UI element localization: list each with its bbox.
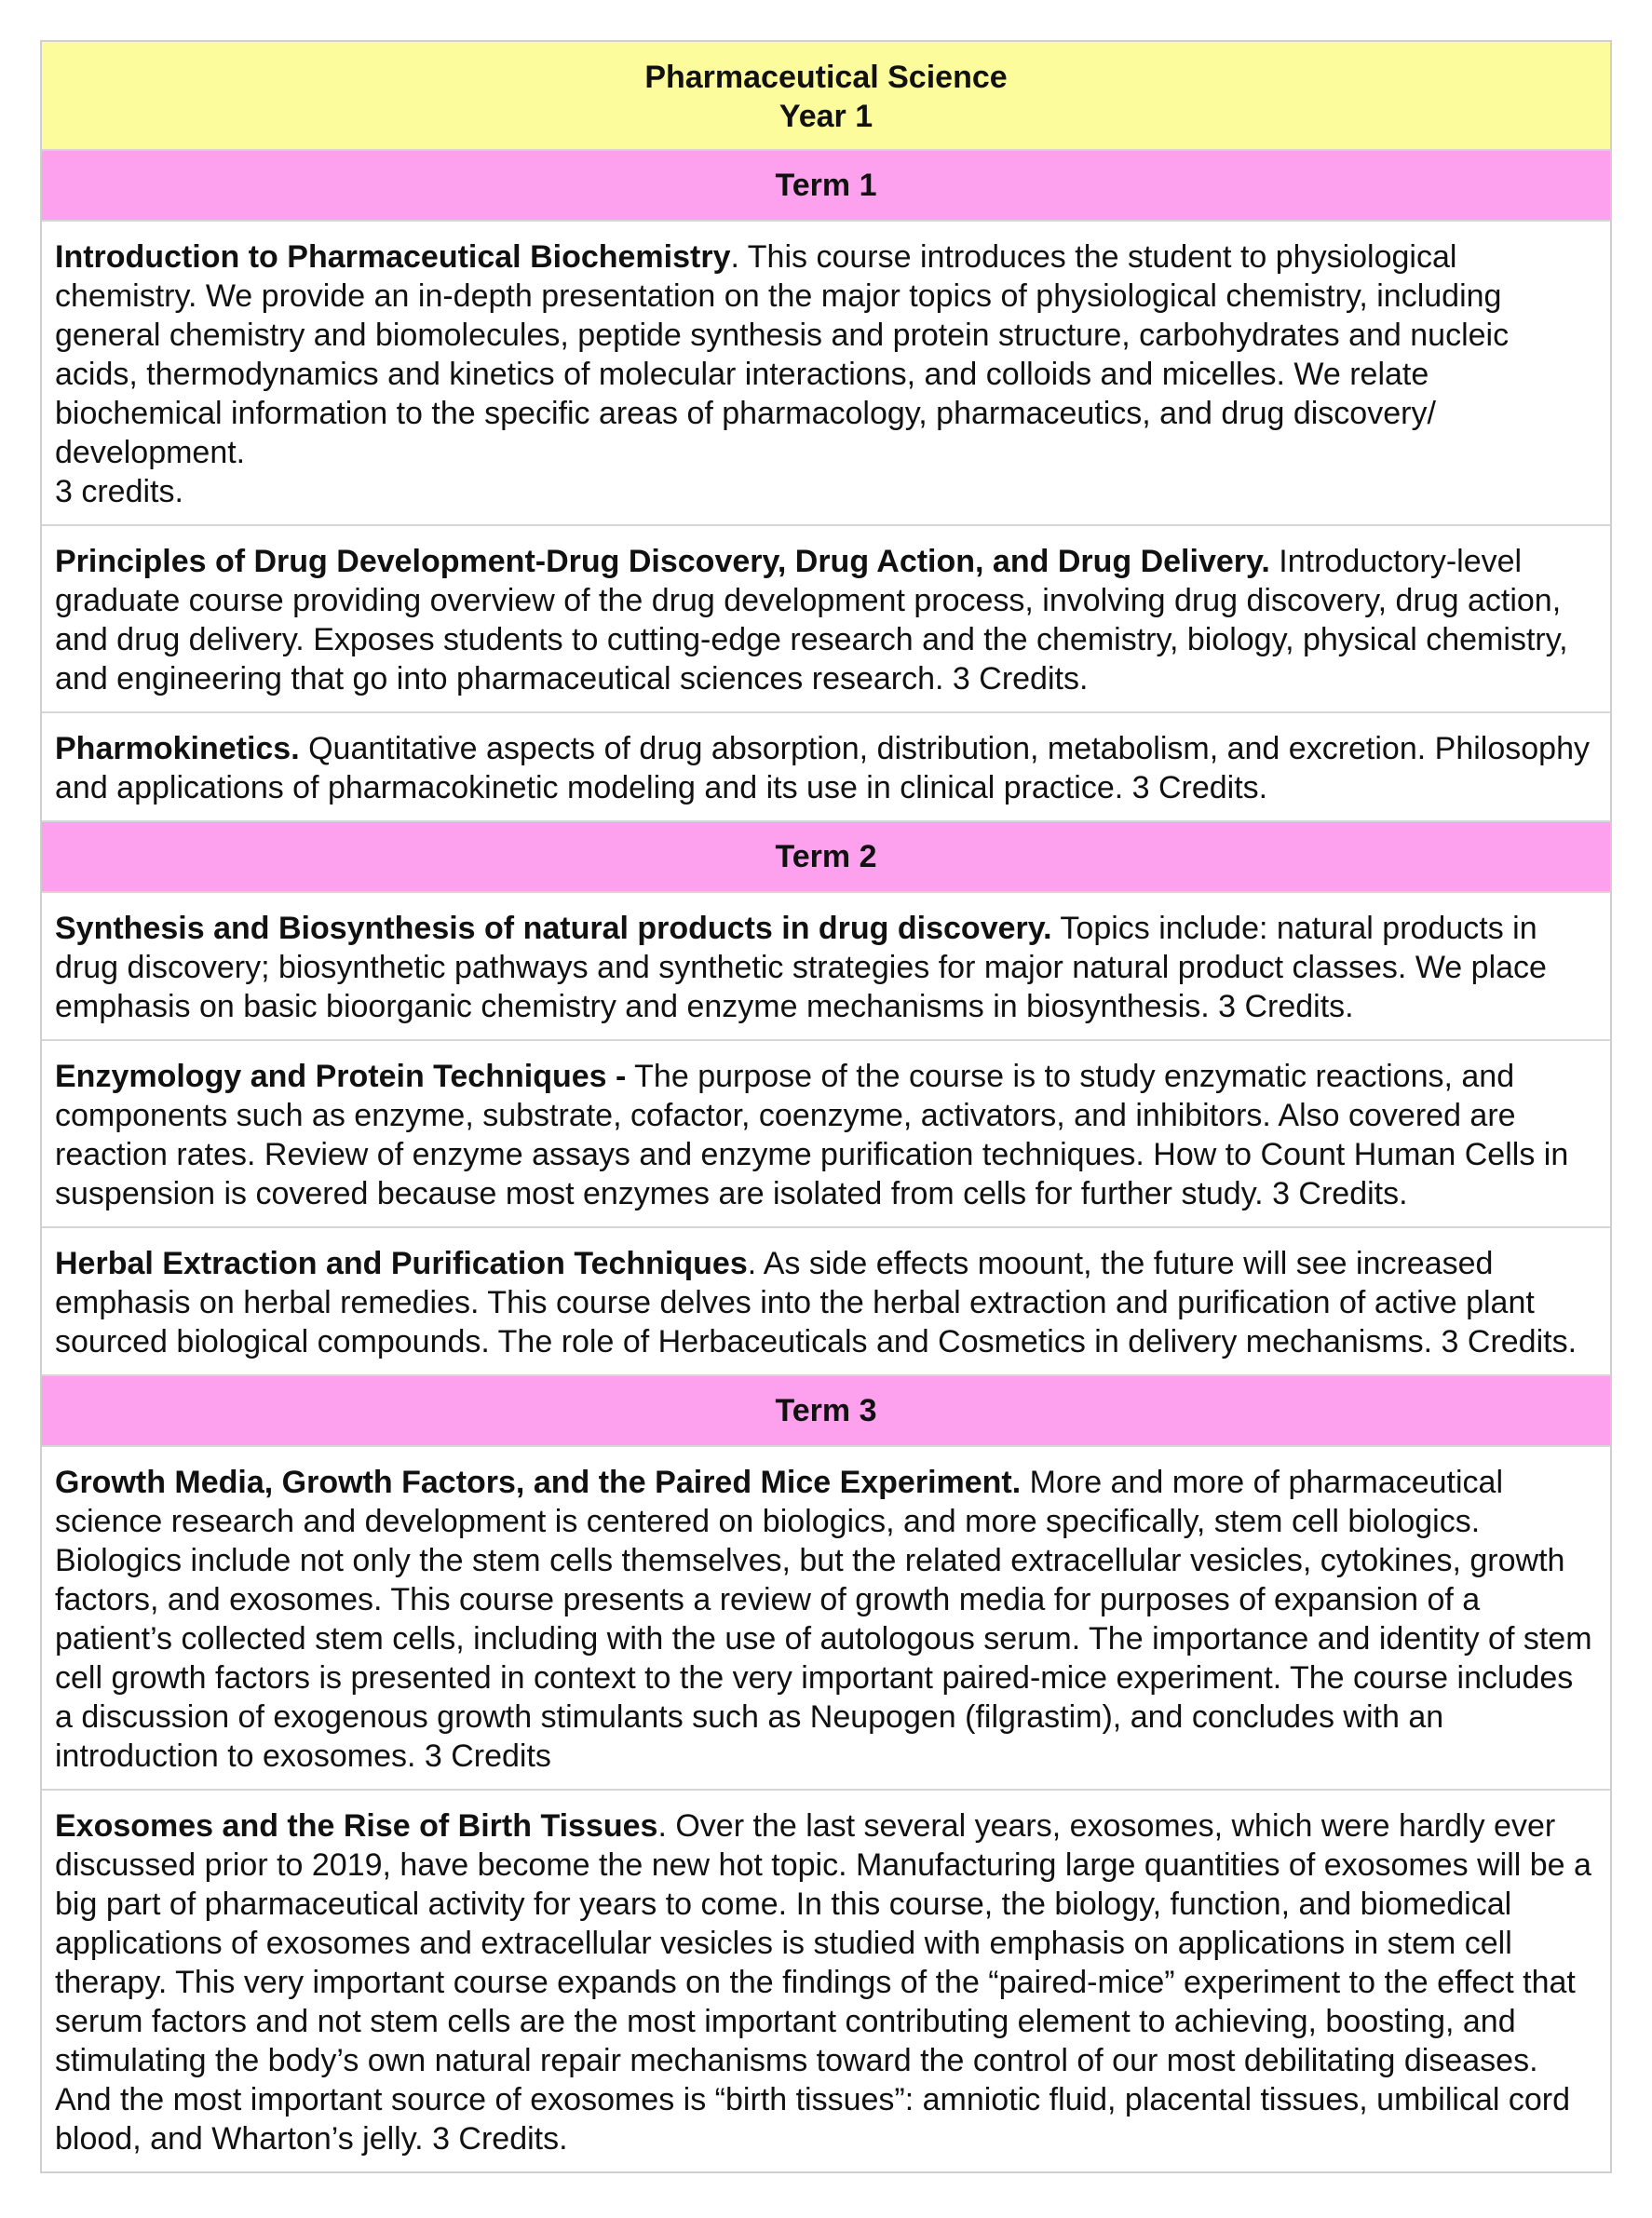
- course-cell: [42, 1041, 1610, 1228]
- course-credits: 3 credits.: [55, 474, 183, 509]
- course-cell: [42, 1228, 1610, 1376]
- course-description: More and more of pharmaceutical science research and development is centered on biologics, and more specifically, stem cell biologics. Biologics include not only the stem cells themselves, but the related extracellular vesicles, cytokines, growth factors, and exosomes. This course presents a review of growth media for purposes of expansion of a patient’s collected stem cells, including with the use of autologous serum. The importance and identity of stem cell growth factors is presented in context to the very important paired-mice experiment. The course includes a discussion of exogenous growth stimulants such as Neupogen (filgrastim), and concludes with an introduction to exosomes. 3 Credits: [55, 1465, 1592, 1774]
- course-cell: [42, 1791, 1610, 2171]
- course-description: Topics include: natural products in drug discovery; biosynthetic pathways and synthetic strategies for major natural product classes. We place emphasis on basic bioorganic chemistry and enzyme mechanisms in biosynthesis. 3 Credits.: [55, 911, 1547, 1024]
- program-title-block: [42, 42, 1610, 151]
- course-title-separator: .: [747, 1246, 757, 1281]
- curriculum-table: [40, 40, 1612, 2173]
- course-title: Herbal Extraction and Purification Techniques: [55, 1246, 748, 1281]
- term-2-header: Term 2: [42, 822, 1610, 893]
- course-title-separator: .: [730, 239, 739, 275]
- course-cell: [42, 222, 1610, 526]
- course-cell: [42, 1447, 1610, 1791]
- term-1-header: Term 1: [42, 151, 1610, 222]
- course-description: This course introduces the student to physiological chemistry. We provide an in-depth presentation on the major topics of physiological chemistry, including general chemistry and biomolecules, peptide synthesis and protein structure, carbohydrates and nucleic acids, thermodynamics and kinetics of molecular interactions, and colloids and micelles. We relate biochemical information to the specific areas of pharmacology, pharmaceutics, and drug discovery/ development.: [55, 239, 1510, 470]
- course-title: Principles of Drug Development-Drug Discovery, Drug Action, and Drug Delivery.: [55, 544, 1270, 579]
- course-title: Exosomes and the Rise of Birth Tissues: [55, 1808, 658, 1844]
- term-3-header: Term 3: [42, 1376, 1610, 1447]
- program-title: Pharmaceutical Science: [644, 60, 1008, 95]
- course-description: Over the last several years, exosomes, which were hardly ever discussed prior to 2019, have become the new hot topic. Manufacturing large quantities of exosomes will be a big part of pharmaceutical activity for years to come. In this course, the biology, function, and biomedical applications of exosomes and extracellular vesicles is studied with emphasis on applications in stem cell therapy. This very important course expands on the findings of the “paired-mice” experiment to the effect that serum factors and not stem cells are the most important contributing element to achieving, boosting, and stimulating the body’s own natural repair mechanisms toward the control of our most debilitating diseases. And the most important source of exosomes is “birth tissues”: amniotic fluid, placental tissues, umbilical cord blood, and Wharton’s jelly. 3 Credits.: [55, 1808, 1591, 2157]
- course-title: Pharmokinetics.: [55, 731, 300, 766]
- program-year: Year 1: [779, 99, 873, 134]
- course-title: Synthesis and Biosynthesis of natural products in drug discovery.: [55, 911, 1052, 946]
- course-title-separator: .: [657, 1808, 667, 1844]
- course-cell: [42, 526, 1610, 713]
- course-description: Quantitative aspects of drug absorption, distribution, metabolism, and excretion. Philosophy and applications of pharmacokinetic modeling and its use in clinical practice. 3 Credits.: [55, 731, 1590, 805]
- course-cell: [42, 713, 1610, 822]
- course-description: As side effects moount, the future will see increased emphasis on herbal remedies. This course delves into the herbal extraction and purification of active plant sourced biological compounds. The role of Herbaceuticals and Cosmetics in delivery mechanisms. 3 Credits.: [55, 1246, 1578, 1359]
- course-description: Introductory-level graduate course providing overview of the drug development process, involving drug discovery, drug action, and drug delivery. Exposes students to cutting-edge research and the chemistry, biology, physical chemistry, and engineering that go into pharmaceutical sciences research. 3 Credits.: [55, 544, 1568, 697]
- course-cell: [42, 893, 1610, 1041]
- course-title: Enzymology and Protein Techniques -: [55, 1059, 627, 1094]
- course-description: The purpose of the course is to study enzymatic reactions, and components such as enzyme, substrate, cofactor, coenzyme, activators, and inhibitors. Also covered are reaction rates. Review of enzyme assays and enzyme purification techniques. How to Count Human Cells in suspension is covered because most enzymes are isolated from cells for further study. 3 Credits.: [55, 1059, 1569, 1211]
- course-title: Growth Media, Growth Factors, and the Paired Mice Experiment.: [55, 1465, 1022, 1500]
- course-title: Introduction to Pharmaceutical Biochemistry: [55, 239, 731, 275]
